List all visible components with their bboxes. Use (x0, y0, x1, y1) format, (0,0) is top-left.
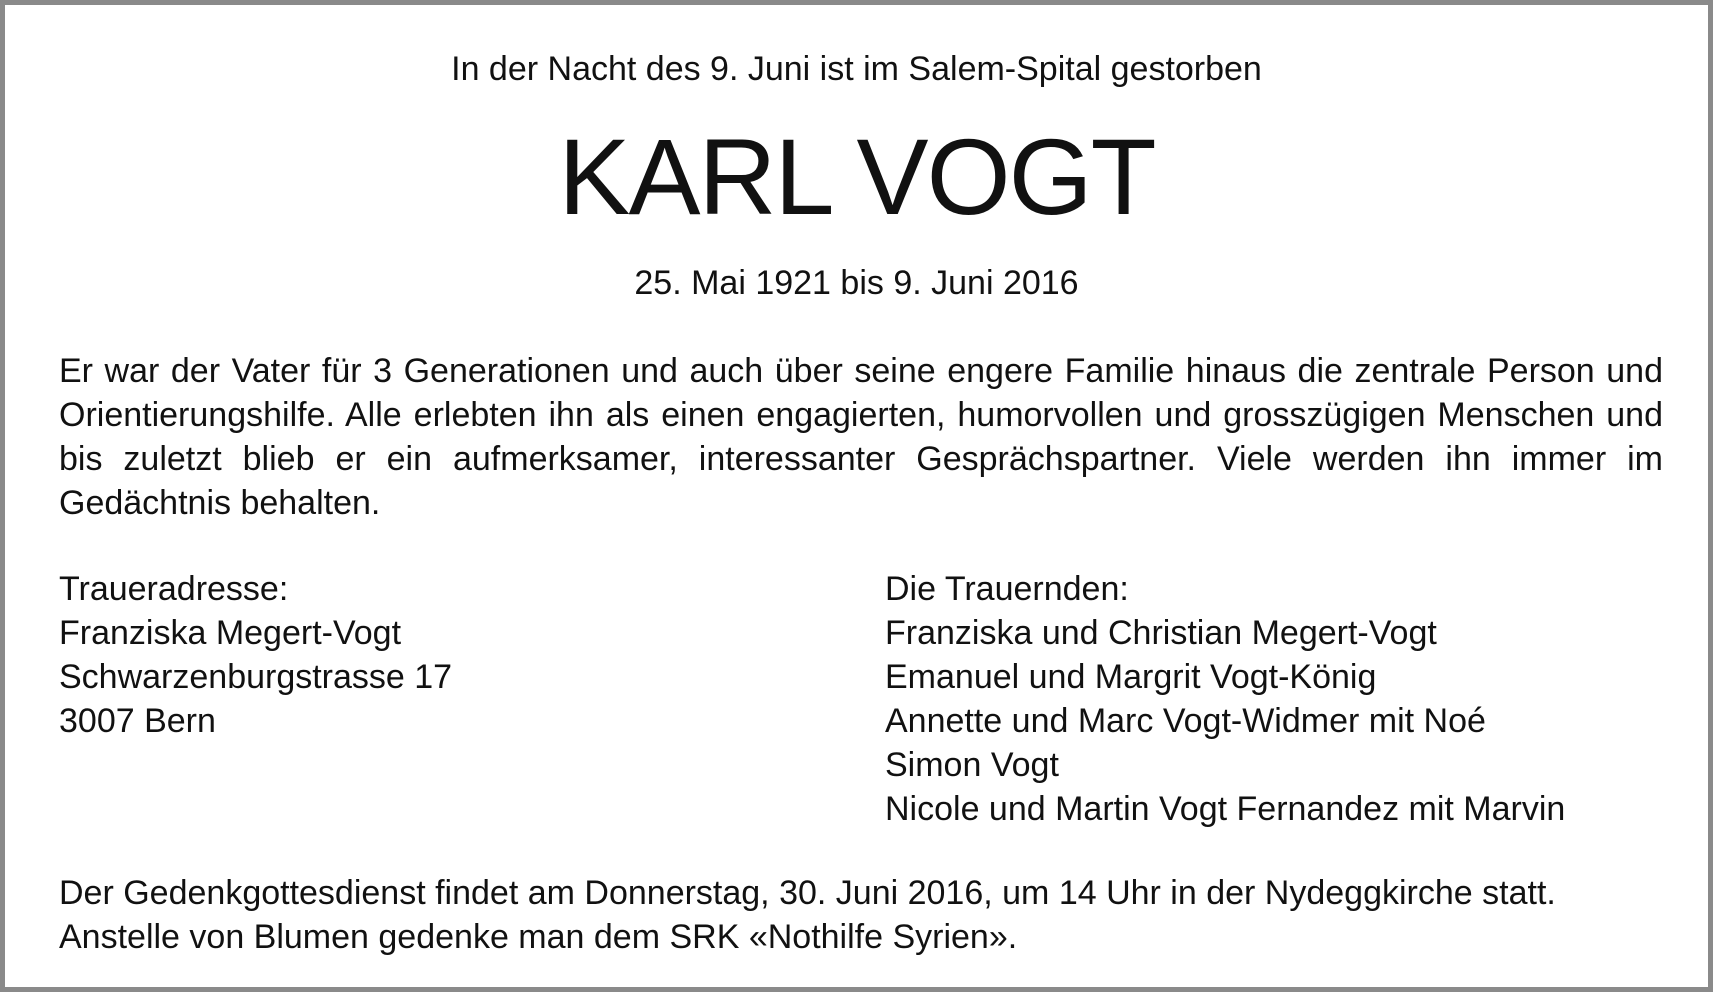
mourners-block (885, 567, 1675, 831)
life-dates: 25. Mai 1921 bis 9. Juni 2016 (634, 264, 1079, 302)
address-name: Franziska Megert-Vogt (59, 614, 402, 652)
mourner-entry: Franziska und Christian Megert-Vogt (885, 614, 1437, 652)
mourning-address-block (59, 567, 819, 743)
mourner-entry: Nicole und Martin Vogt Fernandez mit Marvin (885, 790, 1566, 828)
address-street: Schwarzenburgstrasse 17 (59, 658, 453, 696)
address-city: 3007 Bern (59, 702, 216, 740)
mourner-entry: Simon Vogt (885, 746, 1059, 784)
closing-block (59, 871, 1679, 959)
deceased-name: KARL VOGT (558, 116, 1155, 237)
mourner-entry: Annette und Marc Vogt-Widmer mit Noé (885, 702, 1486, 740)
memorial-service-line: Der Gedenkgottesdienst findet am Donnerstag, 30. Juni 2016, um 14 Uhr in der Nydeggkirche statt. (59, 874, 1556, 912)
mourner-entry: Emanuel und Margrit Vogt-König (885, 658, 1377, 696)
biography-paragraph: Er war der Vater für 3 Generationen und auch über seine engere Familie hinaus die zentrale Person und Orientierungshilfe. Alle erlebten ihn als einen engagierten, humorvollen und grosszügigen Menschen und bis zuletzt blieb er ein aufmerksamer, interessanter Gesprächspartner. Viele werden ihn immer im Gedächtnis behalten. (59, 352, 1663, 522)
donation-line: Anstelle von Blumen gedenke man dem SRK «Nothilfe Syrien». (59, 918, 1018, 956)
intro-line: In der Nacht des 9. Juni ist im Salem-Spital gestorben (451, 50, 1262, 88)
mourners-heading: Die Trauernden: (885, 570, 1129, 608)
mourning-address-heading: Traueradresse: (59, 570, 289, 608)
